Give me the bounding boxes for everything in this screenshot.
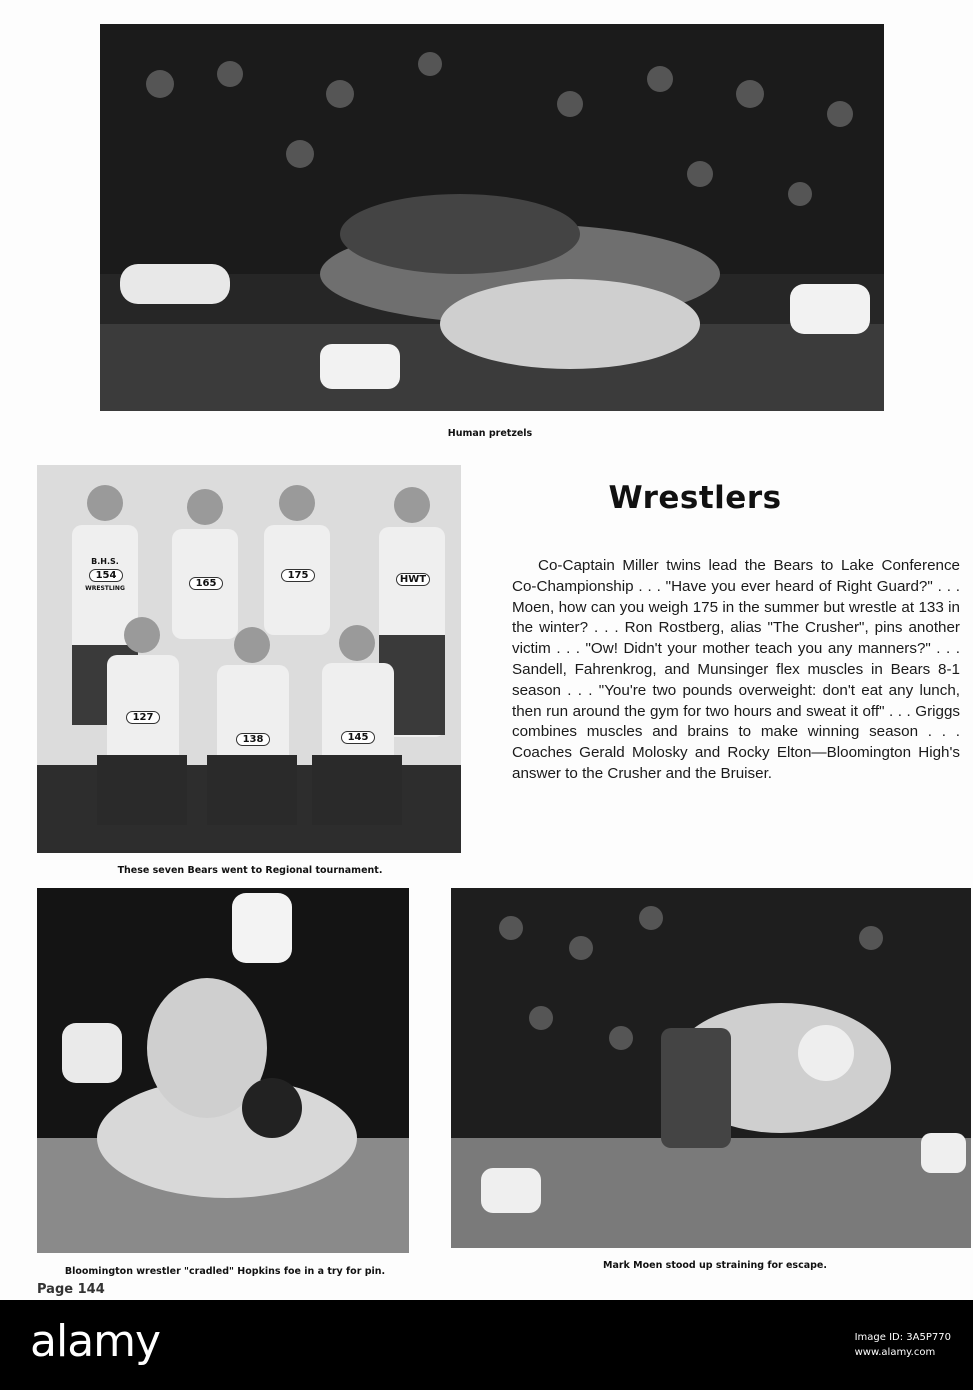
brand-logo: alamy (30, 1316, 161, 1367)
jersey-number: 138 (236, 733, 270, 746)
article-body: Co-Captain Miller twins lead the Bears to Lake Conference Co-Championship . . . "Have you ever heard of Right Guard?" . . . Moen, how can you weigh 175 in the summer but wrestle at 133 in the winter? . . . Ron Rostberg, alias "The Crusher", pins another victim . . . "Ow! Didn't your mother teach you any manners?" . . . Sandell, Fahrenkrog, and Munsinger flex muscles in Bears 8-1 season . . . "You're two pounds overweight: don't eat any lunch, then run around the gym for two hours and sweat it off" . . . Griggs combines muscles and brains to make winning season . . . Coaches Gerald Molosky and Rocky Elton—Bloomington High's answer to the Crusher and the Bruiser. (512, 557, 960, 782)
photo-team (37, 465, 461, 853)
jersey-number: 154 (89, 569, 123, 582)
site-url: www.alamy.com (854, 1347, 936, 1358)
photo-cradle (37, 888, 409, 1253)
caption-human-pretzels: Human pretzels (447, 428, 533, 439)
jersey-school: B.H.S. (91, 557, 119, 566)
photo-human-pretzels (100, 24, 884, 411)
jersey-number: 127 (126, 711, 160, 724)
image-id: Image ID: 3A5P770 (854, 1332, 951, 1343)
jersey-number: 175 (281, 569, 315, 582)
page-title: Wrestlers (608, 480, 782, 516)
caption-cradle: Bloomington wrestler "cradled" Hopkins foe in a try for pin. (64, 1266, 386, 1277)
caption-team: These seven Bears went to Regional tournament. (117, 865, 383, 876)
photo-escape (451, 888, 971, 1248)
page-number: Page 144 (37, 1282, 105, 1297)
jersey-number: 165 (189, 577, 223, 590)
image-id-block (855, 1330, 951, 1360)
jersey-number: HWT (396, 573, 430, 586)
jersey-number: 145 (341, 731, 375, 744)
caption-escape: Mark Moen stood up straining for escape. (603, 1260, 827, 1271)
jersey-wordmark: WRESTLING (85, 585, 125, 592)
